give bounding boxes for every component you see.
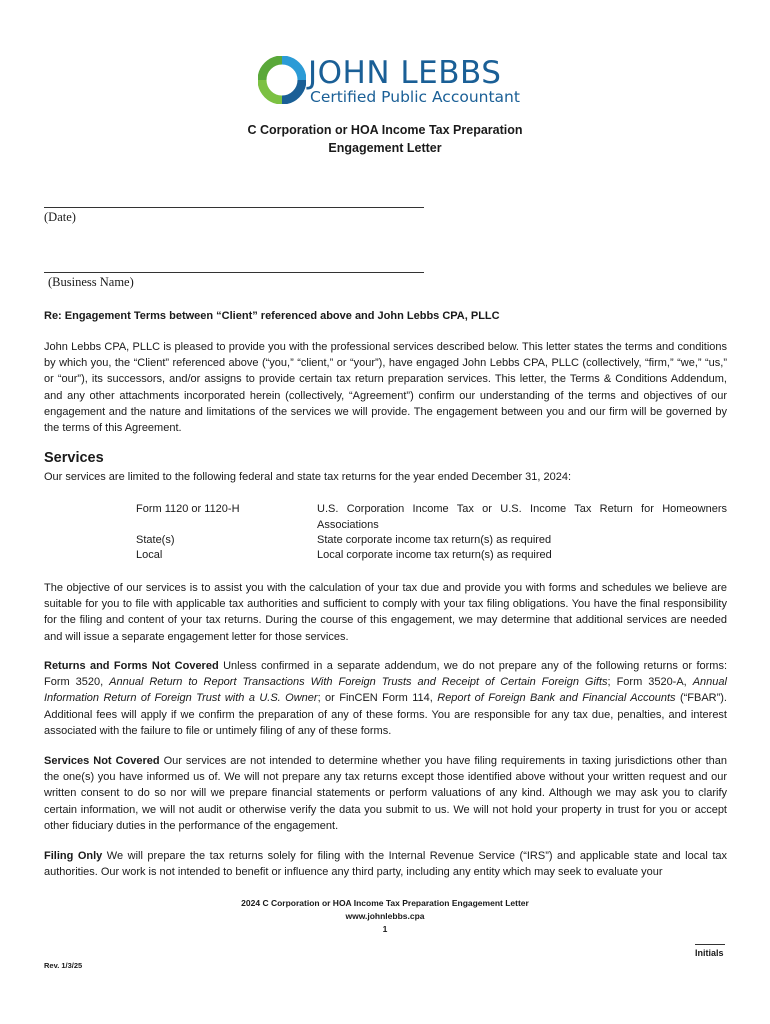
services-intro: Our services are limited to the following federal and state tax returns for the year ended December 31, 2024:	[44, 471, 572, 483]
business-name-label: (Business Name)	[48, 275, 134, 289]
date-blank-line[interactable]	[44, 207, 424, 208]
services-not-covered-paragraph	[44, 753, 727, 834]
date-label: (Date)	[44, 210, 76, 224]
returns-not-covered-paragraph	[44, 658, 727, 739]
services-not-covered-text: Our services are not intended to determine whether you have filing requirements in taxing jurisdictions other than the one(s) you have informed us of. We will not prepare any tax returns except those identified above without your written request and our written consent to do so nor will we prepare financial statements or perform valuations of any kind. Although we may ask you to clarify certain information, we will not audit or otherwise verify the data you submit to us. We will not hold your property in trust for you or accept other fiduciary duties in the performance of the engagement.	[44, 755, 727, 832]
initials-blank-line[interactable]	[695, 944, 725, 945]
returns-not-covered-heading: Returns and Forms Not Covered	[44, 660, 219, 672]
services-not-covered-heading: Services Not Covered	[44, 755, 160, 767]
fbar-title: Report of Foreign Bank and Financial Accounts	[437, 692, 676, 705]
service-form-1120: Form 1120 or 1120-H	[136, 503, 240, 515]
returns-text-2: ; Form 3520-A,	[607, 676, 693, 689]
service-form-local: Local	[136, 549, 163, 561]
logo-name: JOHN LEBBS	[308, 55, 502, 91]
service-desc-1120: U.S. Corporation Income Tax or U.S. Income Tax Return for Homeowners Associations	[317, 503, 727, 531]
services-heading: Services	[44, 450, 104, 466]
returns-text-1: Unless confirmed in a separate addendum, we do not prepare any of the following returns or forms: Form 3520,	[44, 660, 728, 689]
business-name-blank-line[interactable]	[44, 272, 424, 273]
filing-only-heading: Filing Only	[44, 850, 103, 862]
filing-only-text: We will prepare the tax returns solely for filing with the Internal Revenue Service (“IRS”) and applicable state and local tax authorities. Our work is not intended to benefit or influence any third party, including any entity which may seek to evaluate your	[44, 850, 727, 879]
service-desc-local: Local corporate income tax return(s) as required	[317, 549, 552, 561]
re-line: Re: Engagement Terms between “Client” referenced above and John Lebbs CPA, PLLC	[44, 310, 500, 322]
objective-paragraph: The objective of our services is to assist you with the calculation of your tax due and provide you with forms and schedules we believe are suitable for you to file with applicable tax authorities and sufficient to comply with your tax filing obligations. You have the final responsibility for the filing and content of your tax returns. During the course of this engagement, we may determine that additional services are needed and will issue a separate engagement letter for those services.	[44, 582, 727, 643]
document-title-line2: Engagement Letter	[328, 141, 442, 155]
service-desc-state: State corporate income tax return(s) as required	[317, 534, 552, 546]
logo-subtitle: Certified Public Accountant	[310, 88, 520, 106]
page-number: 1	[382, 924, 388, 934]
footer-website[interactable]: www.johnlebbs.cpa	[345, 911, 425, 921]
form-3520-title: Annual Return to Report Transactions With Foreign Trusts and Receipt of Certain Foreign Gifts	[109, 676, 608, 689]
document-title-line1: C Corporation or HOA Income Tax Preparation	[247, 123, 523, 137]
returns-text-3: ; or FinCEN Form 114,	[317, 692, 438, 705]
footer-title: 2024 C Corporation or HOA Income Tax Preparation Engagement Letter	[241, 898, 529, 908]
form-3520a-title: Annual Information Return of Foreign Trust with a U.S. Owner	[44, 676, 727, 705]
initials-label: Initials	[695, 948, 724, 958]
filing-only-paragraph	[44, 848, 727, 880]
ring-logo-icon	[258, 56, 306, 104]
revision-label: Rev. 1/3/25	[44, 961, 83, 970]
service-form-state: State(s)	[136, 534, 175, 546]
intro-paragraph: John Lebbs CPA, PLLC is pleased to provide you with the professional services described below. This letter states the terms and conditions by which you, the “Client” referenced above (“you,” “client,” or “your”), have engaged John Lebbs CPA, PLLC (collectively, “firm,” “we,” “us,” or “our”), its successors, and/or assigns to provide certain tax return preparation services. This letter, the Terms & Conditions Addendum, and any other attachments incorporated herein (collectively, “Agreement”) confirm our understanding of the terms and objectives of our engagement and the nature and limitations of the services we will provide. The engagement between you and our firm will be governed by the terms of this Agreement.	[44, 341, 727, 435]
returns-text-4: (“FBAR”). Additional fees will apply if we confirm the preparation of any of these forms. You are responsible for any tax due, penalties, and interest associated with the failure to file or untimely filing of any of these forms.	[44, 692, 727, 737]
firm-logo	[258, 56, 518, 112]
